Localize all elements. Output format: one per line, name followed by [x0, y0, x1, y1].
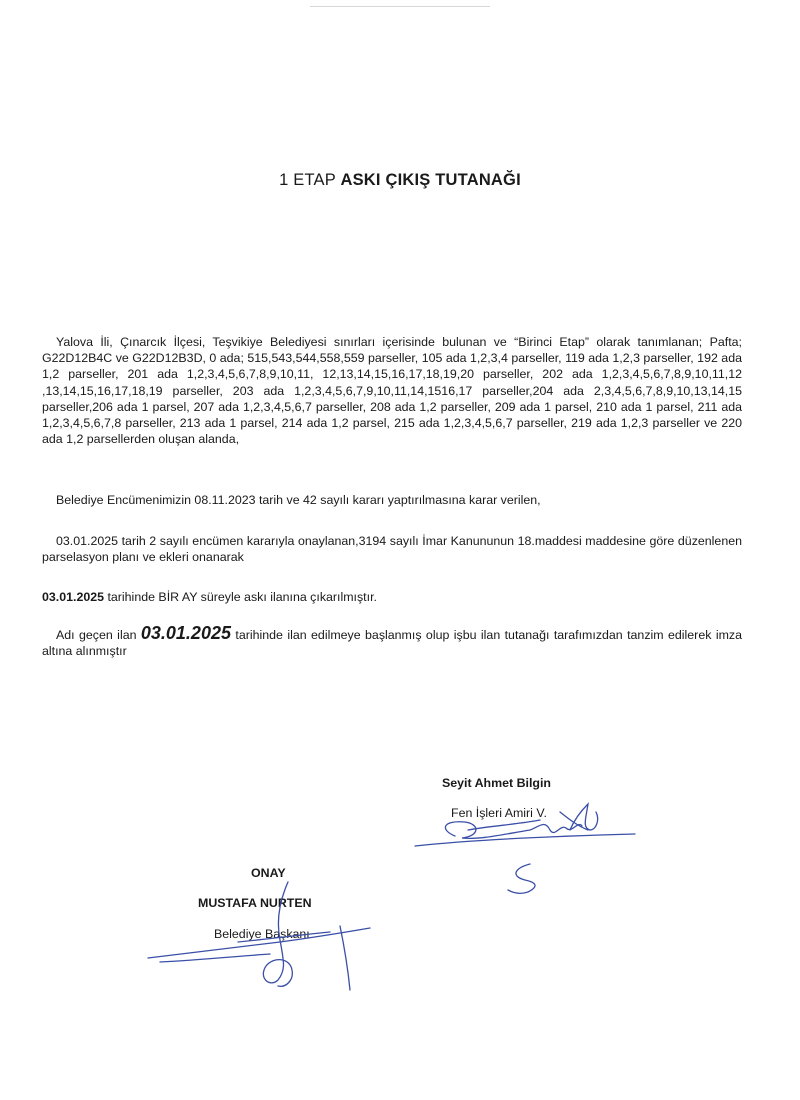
paragraph-council-decision: Belediye Encümenimizin 08.11.2023 tarih ve 42 sayılı kararı yaptırılmasına karar verilen, [56, 493, 541, 507]
statement-post: tarihinde ilan edilmeye başlanmış olup işbu ilan tutanağı tarafımızdan tanzim edilerek imza altına alınmıştır [42, 628, 742, 659]
left-signatory-name: MUSTAFA NURTEN [198, 896, 312, 910]
right-signatory-role: Fen İşleri Amiri V. [451, 806, 547, 820]
top-scan-line [310, 6, 490, 7]
paragraph-posting [42, 589, 742, 605]
posting-text: tarihinde BİR AY süreyle askı ilanına çıkarılmıştır. [104, 590, 377, 604]
posting-date: 03.01.2025 [42, 590, 105, 604]
title-main: ASKI ÇIKIŞ TUTANAĞI [340, 171, 521, 189]
document-title [0, 171, 800, 190]
right-handwritten-signature [410, 790, 650, 900]
right-signatory-name: Seyit Ahmet Bilgin [442, 776, 552, 790]
title-stage: 1 ETAP [279, 171, 341, 189]
left-signatory-role: Belediye Başkanı [214, 927, 310, 941]
approval-header: ONAY [251, 866, 286, 880]
left-handwritten-signature [140, 870, 400, 1000]
statement-date: 03.01.2025 [140, 623, 231, 643]
statement-pre: Adı geçen ilan [56, 628, 141, 642]
paragraph-approval: 03.01.2025 tarih 2 sayılı encümen kararıyla onaylanan,3194 sayılı İmar Kanununun 18.maddesi maddesine göre düzenlenen parselasyon planı ve ekleri onanarak [42, 534, 742, 565]
paragraph-statement [42, 625, 742, 659]
paragraph-parcels: Yalova İli, Çınarcık İlçesi, Teşvikiye Belediyesi sınırları içerisinde bulunan ve “Birinci Etap” olarak tanımlanan; Pafta; G22D12B4C ve G22D12B3D, 0 ada; 515,543,544,558,559 parseller, 105 ada 1,2,3,4 parseller, 119 ada 1,2,3 parseller, 192 ada 1,2 parseller, 201 ada 1,2,3,4,5,6,7,8,9,10,11, 12,13,14,15,16,17,18,19,20 parseller, 202 ada 1,2,3,4,5,6,7,8,9,10,11,12 ,13,14,15,16,17,18,19 parseller, 203 ada 1,2,3,4,5,6,7,9,10,11,14,1516,17 parseller,204 ada 2,3,4,5,6,7,8,9,10,13,14,15 parseller,206 ada 1 parsel, 207 ada 1,2,3,4,5,6,7 parseller, 208 ada 1,2 parseller, 209 ada 1 parsel, 210 ada 1 parsel, 211 ada 1,2,3,4,5,6,7,8 parseller, 213 ada 1 parsel, 214 ada 1,2 parsel, 215 ada 1,2,3,4,5,6,7 parseller, 219 ada 1,2,3 parseller ve 220 ada 1,2 parsellerden oluşan alanda, [42, 335, 742, 447]
